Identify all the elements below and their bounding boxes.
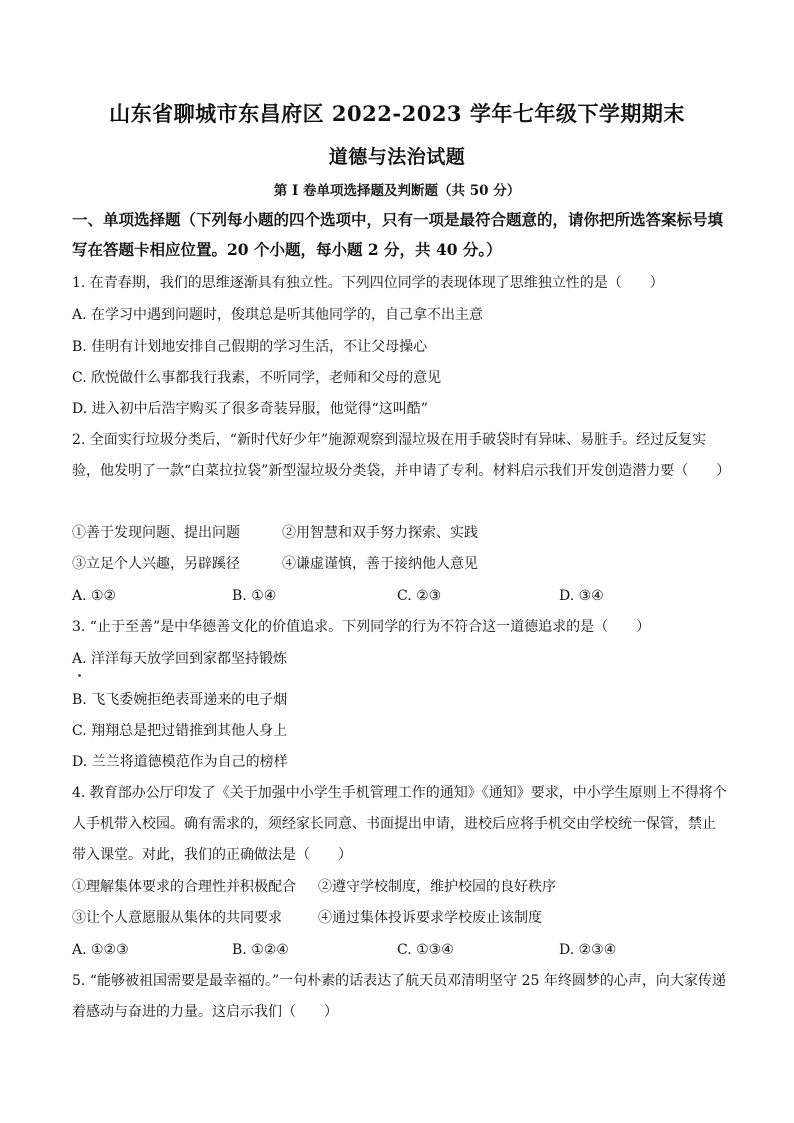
question-1-option-d: D. 进入初中后浩宇购买了很多奇装异服，他觉得“这叫酷” — [72, 401, 428, 417]
question-1-option-c: C. 欣悦做什么事都我行我素，不听同学，老师和父母的意见 — [72, 370, 442, 386]
question-4-option-b: B. ①②④ — [232, 942, 289, 958]
question-4-item-4: ④通过集体投诉要求学校废止该制度 — [318, 910, 542, 926]
question-4-item-2: ②遵守学校制度，维护校园的良好秩序 — [318, 879, 556, 895]
question-5-stem: 5. “能够被祖国需要是最幸福的。”一句朴素的话表达了航天员邓清明坚守 25 年终圆梦的心声，向大家传递着感动与奋进的力量。这启示我们（ ） — [72, 973, 726, 1020]
question-2-item-1: ①善于发现问题、提出问题 — [72, 525, 240, 541]
exam-subject-title: 道德与法治试题 — [328, 146, 466, 168]
question-2-option-d: D. ③④ — [559, 588, 604, 604]
question-4-item-1: ①理解集体要求的合理性并积极配合 — [72, 879, 296, 895]
question-4-option-a: A. ①②③ — [72, 942, 129, 958]
section-instructions: 一、单项选择题（下列每小题的四个选项中，只有一项是最符合题意的，请你把所选答案标号填写在答题卡相应位置。20 个小题，每小题 2 分，共 40 分。） — [72, 210, 724, 259]
question-3-option-d: D. 兰兰将道德模范作为自己的榜样 — [72, 754, 288, 770]
question-2-item-4: ④谦虚谨慎，善于接纳他人意见 — [282, 556, 478, 572]
question-2-option-a: A. ①② — [72, 588, 117, 604]
question-2-option-b: B. ①④ — [232, 588, 277, 604]
scan-mark — [78, 674, 81, 677]
question-1-option-a: A. 在学习中遇到问题时，俊琪总是听其他同学的，自己拿不出主意 — [72, 307, 484, 323]
question-2-stem: 2. 全面实行垃圾分类后，“新时代好少年”施源观察到湿垃圾在用手破袋时有异味、易脏手。经过反复实验，他发明了一款“白菜拉拉袋”新型湿垃圾分类袋，并申请了专利。材料启示我们开发创造潜力要（ ） — [72, 432, 731, 479]
question-2-item-2: ②用智慧和双手努力探索、实践 — [282, 525, 478, 541]
question-4-item-3: ③让个人意愿服从集体的共同要求 — [72, 910, 282, 926]
question-4-stem: 4. 教育部办公厅印发了《关于加强中小学生手机管理工作的通知》《通知》要求，中小学生原则上不得将个人手机带入校园。确有需求的，须经家长同意、书面提出申请，进校后应将手机交由学校统一保管，禁止带入课堂。对此，我们的正确做法是（ ） — [72, 785, 727, 863]
exam-title: 山东省聊城市东昌府区 2022-2023 学年七年级下学期期末 — [109, 101, 685, 126]
question-2-item-3: ③立足个人兴趣，另辟蹊径 — [72, 556, 240, 572]
question-4-option-d: D. ②③④ — [559, 942, 617, 958]
question-4-option-c: C. ①③④ — [397, 942, 454, 958]
question-2-option-c: C. ②③ — [397, 588, 442, 604]
question-3-option-a: A. 洋洋每天放学回到家都坚持锻炼 — [72, 651, 288, 667]
question-1-option-b: B. 佳明有计划地安排自己假期的学习生活，不让父母操心 — [72, 339, 428, 355]
question-3-stem: 3. “止于至善”是中华德善文化的价值追求。下列同学的行为不符合这一道德追求的是（ ） — [72, 619, 651, 635]
question-1-stem: 1. 在青春期，我们的思维逐渐具有独立性。下列四位同学的表现体现了思维独立性的是（ ） — [72, 275, 664, 291]
question-3-option-c: C. 翔翔总是把过错推到其他人身上 — [72, 723, 288, 739]
section-heading: 第 I 卷单项选择题及判断题（共 50 分） — [273, 183, 521, 199]
question-3-option-b: B. 飞飞委婉拒绝表哥递来的电子烟 — [72, 692, 288, 708]
